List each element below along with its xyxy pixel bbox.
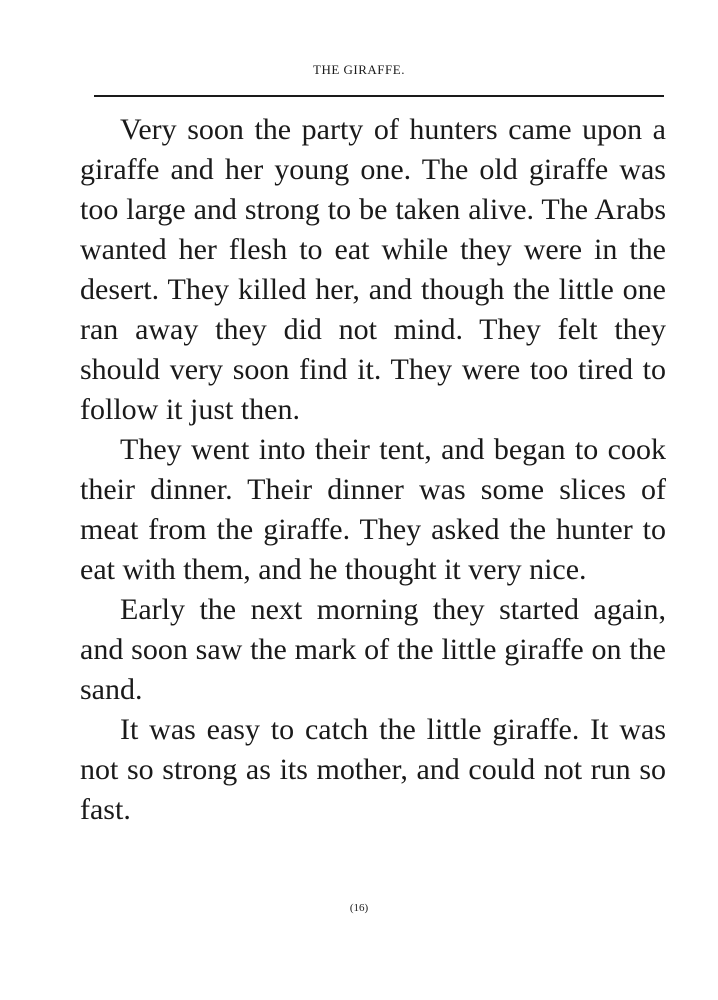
body-text (80, 110, 666, 830)
paragraph-4: It was easy to catch the little giraffe. It was not so strong as its mother, and could not run so fast. (80, 713, 666, 826)
paragraph-1: Very soon the party of hunters came upon a giraffe and her young one. The old giraffe was too large and strong to be taken alive. The Arabs wanted her flesh to eat while they were in the desert. They killed her, and though the little one ran away they did not mind. They felt they should very soon find it. They were too tired to follow it just then. (80, 113, 666, 426)
page-number: (16) (349, 902, 369, 914)
paragraph-2: They went into their tent, and began to cook their dinner. Their dinner was some slices of meat from the giraffe. They asked the hunter to eat with them, and he thought it very nice. (80, 433, 666, 586)
running-head: THE GIRAFFE. (313, 62, 405, 77)
header-rule (94, 95, 664, 97)
paragraph-3: Early the next morning they started again, and soon saw the mark of the little giraffe on the sand. (80, 593, 666, 706)
